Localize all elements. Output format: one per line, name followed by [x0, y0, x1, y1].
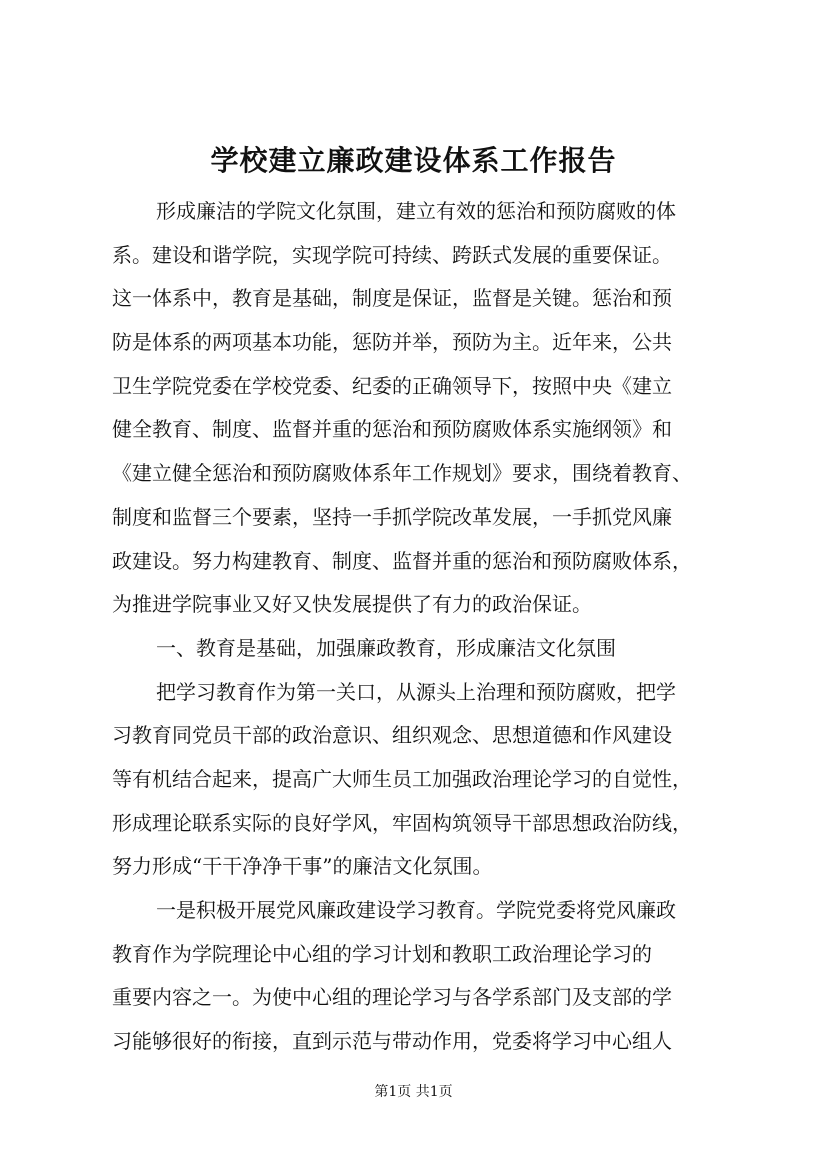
paragraph-line: 这一体系中，教育是基础，制度是保证，监督是关键。惩治和预 — [112, 286, 672, 311]
paragraph-line: 防是体系的两项基本功能，惩防并举，预防为主。近年来，公共 — [112, 330, 672, 355]
paragraph-line: 为推进学院事业又好又快发展提供了有力的政治保证。 — [112, 592, 592, 617]
page-number-footer: 第1页 共1页 — [374, 1084, 453, 1100]
paragraph-line: 等有机结合起来，提高广大师生员工加强政治理论学习的自觉性， — [112, 766, 692, 791]
paragraph-line: 制度和监督三个要素，坚持一手抓学院改革发展，一手抓党风廉 — [112, 504, 672, 529]
paragraph-line: 系。建设和谐学院，实现学院可持续、跨跃式发展的重要保证。 — [112, 242, 672, 267]
paragraph-line: 卫生学院党委在学校党委、纪委的正确领导下，按照中央《建立 — [112, 373, 672, 398]
paragraph-line: 一是积极开展党风廉政建设学习教育。学院党委将党风廉政 — [156, 898, 676, 922]
paragraph-line: 重要内容之一。为使中心组的理论学习与各学系部门及支部的学 — [112, 985, 672, 1010]
section-heading: 一、教育是基础，加强廉政教育，形成廉洁文化氛围 — [156, 635, 616, 660]
paragraph-line: 教育作为学院理论中心组的学习计划和教职工政治理论学习的 — [112, 941, 652, 966]
paragraph-line: 努力形成“干干净净干事”的廉洁文化氛围。 — [112, 854, 493, 879]
paragraph-line: 习教育同党员干部的政治意识、组织观念、思想道德和作风建设 — [112, 723, 672, 748]
paragraph-line: 把学习教育作为第一关口，从源头上治理和预防腐败，把学 — [156, 679, 676, 704]
paragraph-line: 政建设。努力构建教育、制度、监督并重的惩治和预防腐败体系， — [112, 548, 692, 573]
paragraph-line: 健全教育、制度、监督并重的惩治和预防腐败体系实施纲领》和 — [112, 417, 672, 442]
paragraph-line: 形成廉洁的学院文化氛围，建立有效的惩治和预防腐败的体 — [156, 199, 676, 223]
paragraph-line: 形成理论联系实际的良好学风，牢固构筑领导干部思想政治防线， — [112, 810, 692, 835]
document-body — [112, 190, 744, 1064]
paragraph-line: 《建立健全惩治和预防腐败体系年工作规划》要求，围绕着教育、 — [112, 461, 692, 486]
document-title: 学校建立廉政建设体系工作报告 — [210, 144, 617, 177]
paragraph-line: 习能够很好的衔接，直到示范与带动作用，党委将学习中心组人 — [112, 1029, 672, 1054]
